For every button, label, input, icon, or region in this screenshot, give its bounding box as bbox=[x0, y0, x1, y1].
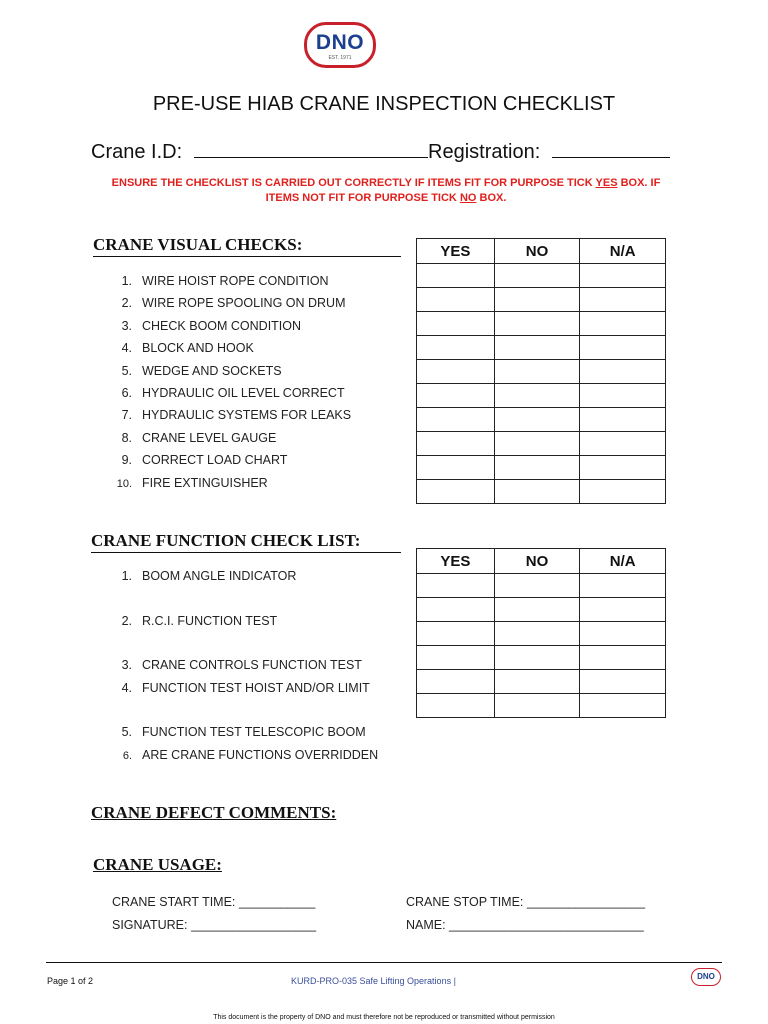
no-checkbox[interactable] bbox=[494, 598, 580, 622]
yes-checkbox[interactable] bbox=[417, 480, 495, 504]
table-row bbox=[417, 646, 666, 670]
col-no: NO bbox=[494, 239, 580, 264]
table-row bbox=[417, 574, 666, 598]
crane-usage-heading: CRANE USAGE: bbox=[93, 855, 222, 874]
na-checkbox[interactable] bbox=[580, 264, 666, 288]
list-item bbox=[108, 319, 351, 341]
item-number: 2. bbox=[121, 614, 132, 628]
no-checkbox[interactable] bbox=[494, 288, 580, 312]
col-no: NO bbox=[494, 549, 580, 574]
table-row bbox=[417, 384, 666, 408]
item-number: 10. bbox=[116, 477, 132, 490]
no-checkbox[interactable] bbox=[494, 264, 580, 288]
item-text: CRANE CONTROLS FUNCTION TEST bbox=[142, 658, 362, 672]
item-text: CRANE LEVEL GAUGE bbox=[142, 430, 277, 445]
start-time-field[interactable]: CRANE START TIME: ___________ bbox=[112, 895, 316, 909]
item-text: WEDGE AND SOCKETS bbox=[142, 363, 282, 378]
table-row bbox=[417, 408, 666, 432]
list-item bbox=[108, 614, 277, 628]
na-checkbox[interactable] bbox=[580, 694, 666, 718]
name-field[interactable]: NAME: ____________________________ bbox=[406, 918, 644, 932]
no-checkbox[interactable] bbox=[494, 360, 580, 384]
yes-checkbox[interactable] bbox=[417, 574, 495, 598]
col-na: N/A bbox=[580, 239, 666, 264]
page-title: PRE-USE HIAB CRANE INSPECTION CHECKLIST bbox=[152, 93, 616, 115]
function-checks-table bbox=[416, 548, 666, 718]
warning-text-1: ENSURE THE CHECKLIST IS CARRIED OUT CORRECTLY IF ITEMS FIT FOR PURPOSE TICK bbox=[111, 177, 596, 189]
item-text: BLOCK AND HOOK bbox=[142, 341, 254, 356]
no-checkbox[interactable] bbox=[494, 432, 580, 456]
na-checkbox[interactable] bbox=[580, 622, 666, 646]
item-number: 7. bbox=[121, 408, 132, 423]
yes-checkbox[interactable] bbox=[417, 694, 495, 718]
table-row bbox=[417, 480, 666, 504]
footer-logo: DNO bbox=[691, 968, 721, 986]
no-checkbox[interactable] bbox=[494, 694, 580, 718]
item-number: 5. bbox=[121, 363, 132, 378]
yes-checkbox[interactable] bbox=[417, 360, 495, 384]
list-item bbox=[108, 748, 378, 762]
yes-checkbox[interactable] bbox=[417, 456, 495, 480]
na-checkbox[interactable] bbox=[580, 408, 666, 432]
registration-label: Registration: bbox=[428, 141, 541, 163]
visual-checks-table bbox=[416, 238, 666, 504]
no-checkbox[interactable] bbox=[494, 574, 580, 598]
yes-checkbox[interactable] bbox=[417, 408, 495, 432]
list-item bbox=[108, 569, 296, 583]
item-number: 3. bbox=[121, 658, 132, 672]
warning-text-2: BOX. IF ITEMS NOT FIT FOR PURPOSE TICK bbox=[265, 177, 661, 204]
yes-checkbox[interactable] bbox=[417, 432, 495, 456]
table-row bbox=[417, 336, 666, 360]
col-yes: YES bbox=[417, 549, 495, 574]
item-text: WIRE HOIST ROPE CONDITION bbox=[142, 274, 329, 288]
registration-blank[interactable] bbox=[552, 139, 670, 158]
list-item bbox=[108, 408, 351, 430]
crane-id-label: Crane I.D: bbox=[91, 141, 183, 163]
visual-checks-heading bbox=[93, 235, 401, 257]
table-row bbox=[417, 456, 666, 480]
registration-field[interactable] bbox=[428, 139, 670, 164]
item-text: CORRECT LOAD CHART bbox=[142, 453, 288, 468]
item-text: HYDRAULIC OIL LEVEL CORRECT bbox=[142, 385, 345, 400]
page-number: Page 1 of 2 bbox=[47, 976, 94, 986]
defect-comments-heading: CRANE DEFECT COMMENTS: bbox=[91, 803, 337, 822]
list-item bbox=[108, 341, 351, 363]
list-item bbox=[108, 453, 351, 475]
item-number: 6. bbox=[121, 385, 132, 400]
list-item bbox=[108, 386, 351, 408]
table-row bbox=[417, 312, 666, 336]
no-checkbox[interactable] bbox=[494, 670, 580, 694]
no-checkbox[interactable] bbox=[494, 622, 580, 646]
no-checkbox[interactable] bbox=[494, 336, 580, 360]
list-item bbox=[108, 296, 351, 318]
visual-checks-heading-text: CRANE VISUAL CHECKS: bbox=[93, 235, 303, 254]
table-row bbox=[417, 288, 666, 312]
item-number: 5. bbox=[121, 725, 132, 739]
na-checkbox[interactable] bbox=[580, 456, 666, 480]
table-row bbox=[417, 264, 666, 288]
na-checkbox[interactable] bbox=[580, 360, 666, 384]
item-number: 6. bbox=[122, 750, 132, 762]
item-text: WIRE ROPE SPOOLING ON DRUM bbox=[142, 296, 346, 311]
no-checkbox[interactable] bbox=[494, 456, 580, 480]
na-checkbox[interactable] bbox=[580, 480, 666, 504]
na-checkbox[interactable] bbox=[580, 432, 666, 456]
na-checkbox[interactable] bbox=[580, 336, 666, 360]
item-text: FUNCTION TEST TELESCOPIC BOOM bbox=[142, 725, 366, 739]
warning-text-3: BOX. bbox=[476, 192, 507, 204]
na-checkbox[interactable] bbox=[580, 312, 666, 336]
no-checkbox[interactable] bbox=[494, 646, 580, 670]
item-number: 9. bbox=[121, 453, 132, 468]
list-item bbox=[108, 274, 351, 296]
item-number: 3. bbox=[121, 318, 132, 333]
item-number: 4. bbox=[121, 681, 132, 695]
disclaimer: This document is the property of DNO and must therefore not be reproduced or transmitted without permission bbox=[213, 1014, 555, 1021]
function-checks-heading-text: CRANE FUNCTION CHECK LIST: bbox=[91, 531, 361, 550]
list-item bbox=[108, 725, 366, 739]
item-number: 1. bbox=[121, 274, 132, 288]
list-item bbox=[108, 431, 351, 453]
document-reference: KURD-PRO-035 Safe Lifting Operations | bbox=[291, 976, 456, 986]
na-checkbox[interactable] bbox=[580, 384, 666, 408]
yes-checkbox[interactable] bbox=[417, 670, 495, 694]
table-row bbox=[417, 432, 666, 456]
logo-tagline: EST. 1971 bbox=[328, 55, 352, 61]
crane-id-field[interactable] bbox=[91, 139, 428, 164]
yes-checkbox[interactable] bbox=[417, 598, 495, 622]
item-text: CHECK BOOM CONDITION bbox=[142, 318, 302, 333]
table-row bbox=[417, 694, 666, 718]
yes-checkbox[interactable] bbox=[417, 264, 495, 288]
na-checkbox[interactable] bbox=[580, 670, 666, 694]
list-item bbox=[108, 681, 370, 695]
no-checkbox[interactable] bbox=[494, 408, 580, 432]
na-checkbox[interactable] bbox=[580, 574, 666, 598]
function-checks-heading bbox=[91, 531, 401, 553]
item-text: ARE CRANE FUNCTIONS OVERRIDDEN bbox=[142, 748, 379, 762]
yes-checkbox[interactable] bbox=[417, 384, 495, 408]
footer-divider bbox=[46, 962, 722, 963]
list-item bbox=[108, 658, 362, 672]
yes-checkbox[interactable] bbox=[417, 312, 495, 336]
item-number: 4. bbox=[121, 341, 132, 356]
na-checkbox[interactable] bbox=[580, 288, 666, 312]
dno-logo bbox=[304, 22, 376, 68]
list-item bbox=[108, 476, 351, 498]
warning-yes: YES bbox=[595, 177, 618, 189]
no-checkbox[interactable] bbox=[494, 480, 580, 504]
item-text: HYDRAULIC SYSTEMS FOR LEAKS bbox=[142, 408, 352, 423]
no-checkbox[interactable] bbox=[494, 312, 580, 336]
table-row bbox=[417, 622, 666, 646]
warning-no: NO bbox=[459, 192, 477, 204]
item-number: 2. bbox=[121, 296, 132, 311]
table-row bbox=[417, 598, 666, 622]
signature-field[interactable]: SIGNATURE: __________________ bbox=[112, 918, 317, 932]
item-text: R.C.I. FUNCTION TEST bbox=[142, 614, 278, 628]
list-item bbox=[108, 364, 351, 386]
yes-checkbox[interactable] bbox=[417, 288, 495, 312]
item-text: BOOM ANGLE INDICATOR bbox=[142, 569, 297, 583]
na-checkbox[interactable] bbox=[580, 646, 666, 670]
stop-time-field[interactable]: CRANE STOP TIME: _________________ bbox=[406, 895, 646, 909]
visual-checks-list bbox=[108, 274, 351, 498]
crane-id-blank[interactable] bbox=[194, 139, 428, 158]
col-yes: YES bbox=[417, 239, 495, 264]
yes-checkbox[interactable] bbox=[417, 646, 495, 670]
item-number: 8. bbox=[121, 430, 132, 445]
table-row bbox=[417, 360, 666, 384]
table-row bbox=[417, 670, 666, 694]
yes-checkbox[interactable] bbox=[417, 336, 495, 360]
logo-word: DNO bbox=[315, 31, 365, 54]
na-checkbox[interactable] bbox=[580, 598, 666, 622]
col-na: N/A bbox=[580, 549, 666, 574]
item-text: FIRE EXTINGUISHER bbox=[142, 475, 268, 490]
yes-checkbox[interactable] bbox=[417, 622, 495, 646]
item-number: 1. bbox=[121, 569, 132, 583]
no-checkbox[interactable] bbox=[494, 384, 580, 408]
instruction-warning bbox=[96, 176, 676, 206]
item-text: FUNCTION TEST HOIST AND/OR LIMIT bbox=[142, 681, 370, 695]
